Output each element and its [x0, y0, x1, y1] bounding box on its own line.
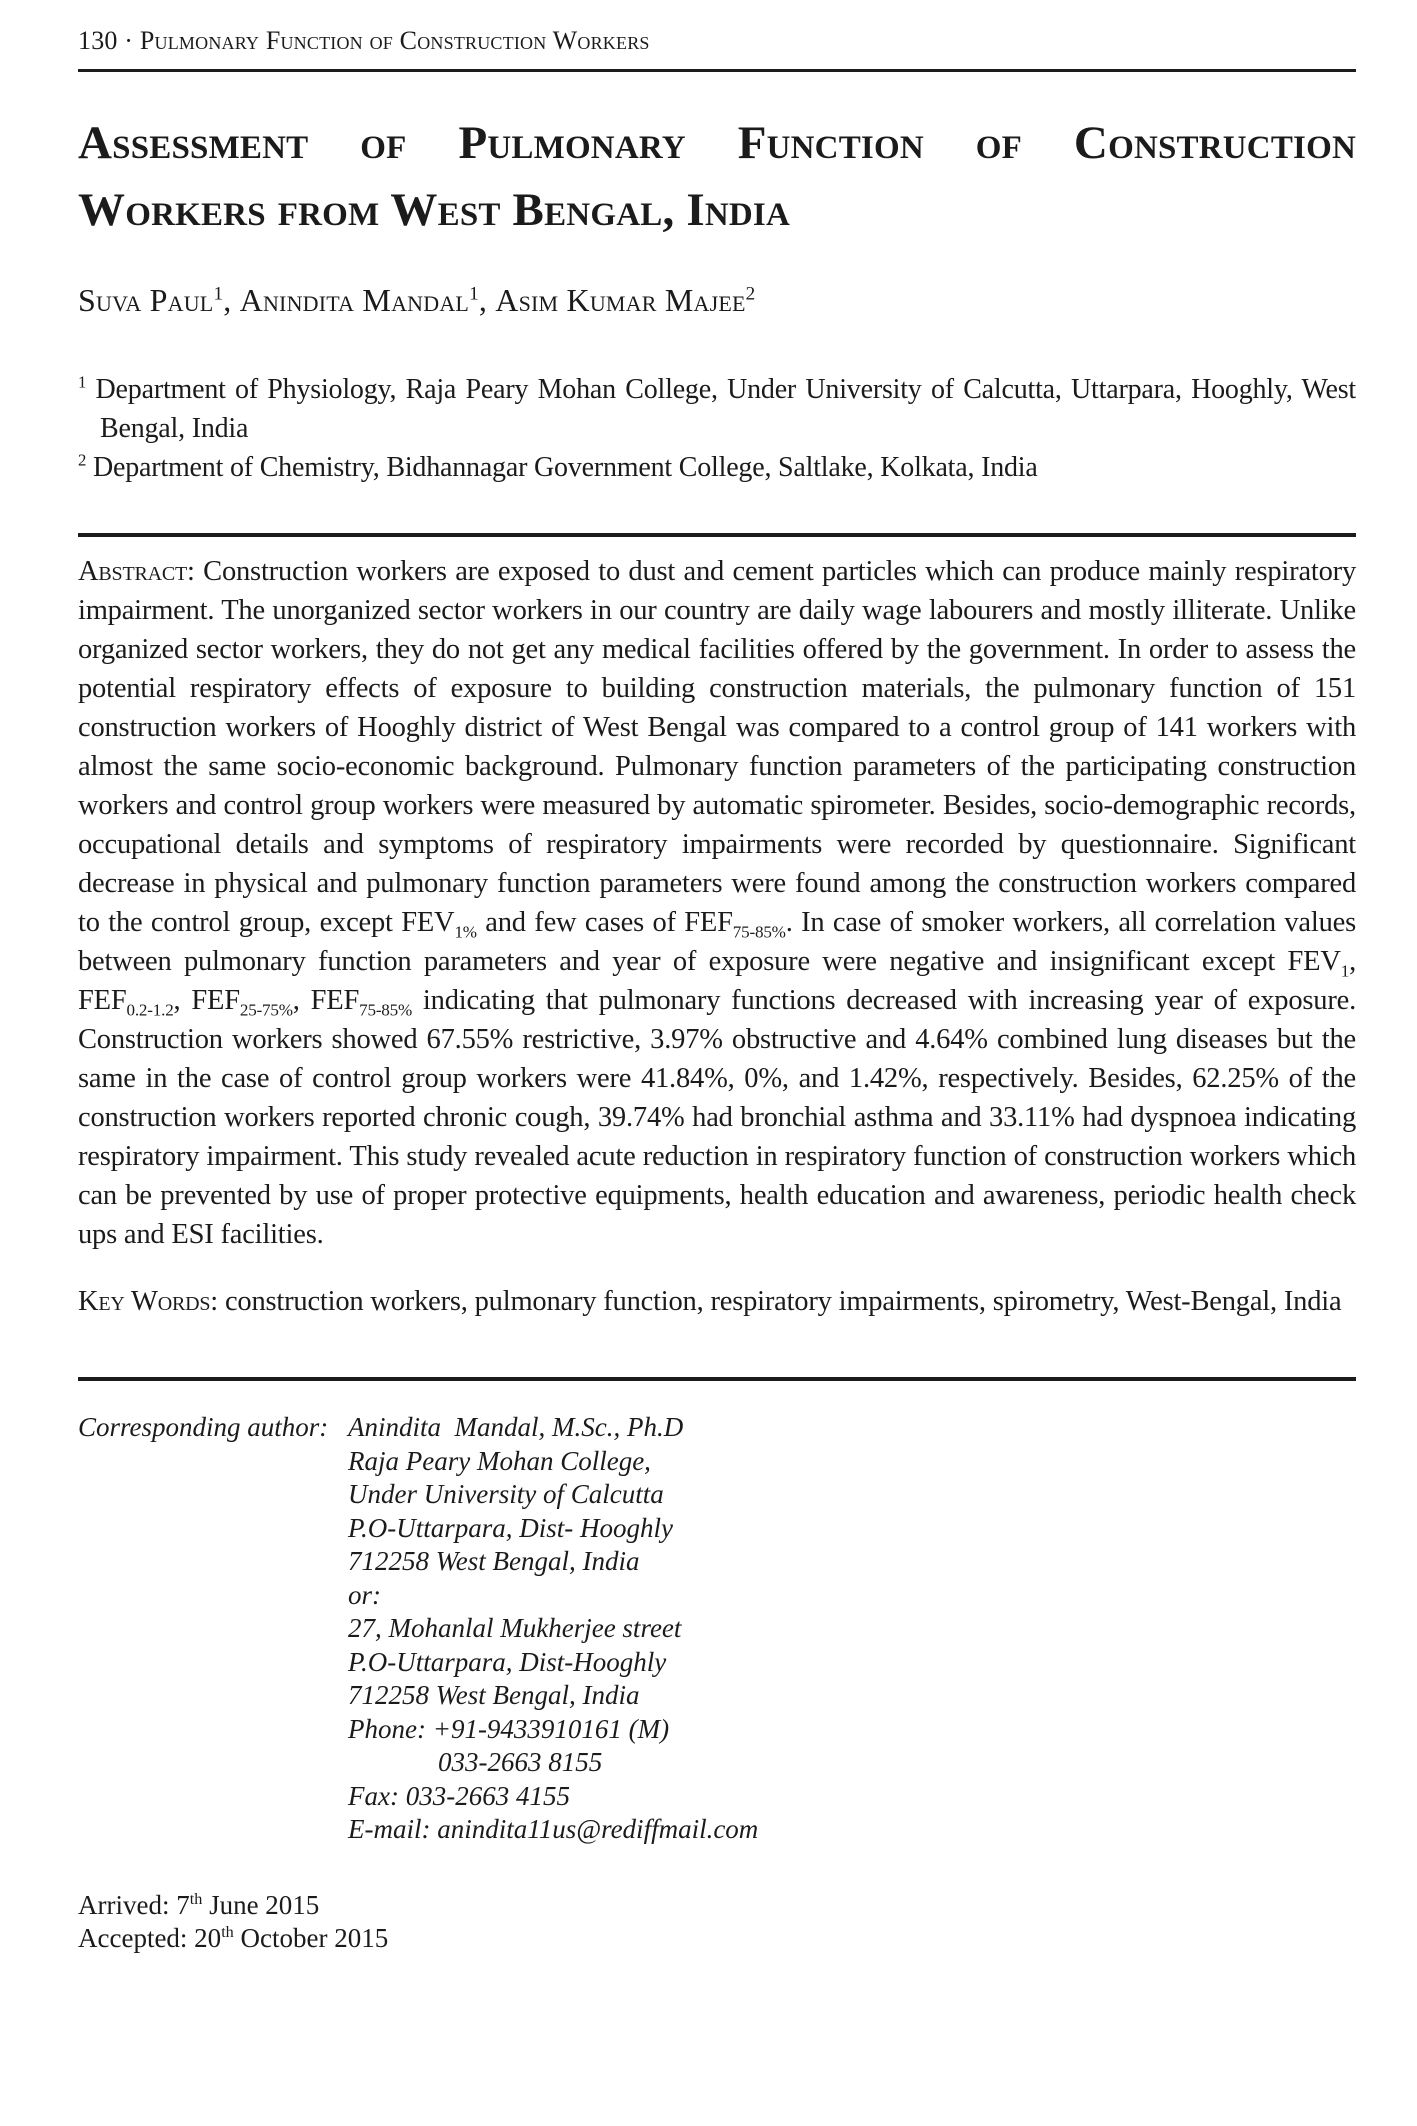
header-divider: [78, 69, 1356, 72]
smallcaps-text: Abstract:: [78, 556, 195, 587]
corresponding-line: P.O-Uttarpara, Dist-Hooghly: [348, 1646, 667, 1677]
text-run: . In case of smoker workers, all correlation values between pulmonary function parameters and year of exposure were negative and insignificant except FEV: [78, 907, 1356, 977]
subscript: 75-85%: [359, 1000, 413, 1020]
paper-title-line-2: Workers from West Bengal, India: [78, 184, 790, 236]
corresponding-author-block: [78, 1411, 1356, 1847]
text-run: Construction workers are exposed to dust and cement particles which can produce mainly respiratory impairment. The unorganized sector workers in our country are daily wage labourers and mostly illiterate. Unlike organized sector workers, they do not get any medical facilities offered by the government. In order to assess the potential respiratory effects of exposure to building construction materials, the pulmonary function of 151 construction workers of Hooghly district of West Bengal was compared to a control group of 141 workers with almost the same socio-economic background. Pulmonary function parameters of the participating construction workers and control group workers were measured by automatic spirometer. Besides, socio-demographic records, occupational details and symptoms of respiratory impairments were recorded by questionnaire. Significant decrease in physical and pulmonary function parameters were found among the construction workers compared to the control group, except FEV: [78, 556, 1356, 938]
text-run: construction workers, pulmonary function, respiratory impairments, spirometry, West-Bengal, India: [218, 1286, 1342, 1317]
text-run: ,: [478, 282, 496, 318]
text-run: Arrived: 7: [78, 1889, 190, 1920]
corresponding-line: Under University of Calcutta: [348, 1479, 664, 1509]
authors-line: [78, 280, 1356, 320]
affiliations-block: [78, 370, 1356, 487]
superscript: 1: [78, 372, 87, 392]
superscript: 1: [469, 283, 479, 305]
text-run: June 2015: [202, 1889, 320, 1920]
corresponding-line: Anindita Mandal, M.Sc., Ph.D: [348, 1412, 684, 1442]
subscript: 25-75%: [239, 1000, 293, 1020]
corresponding-line: 27, Mohanlal Mukherjee street: [348, 1613, 682, 1643]
corresponding-line: 033-2663 8155: [438, 1747, 603, 1777]
corresponding-line: 712258 West Bengal, India: [348, 1546, 640, 1576]
subscript: 75-85%: [732, 922, 786, 942]
superscript: 2: [78, 450, 87, 470]
text-run: and few cases of FEF: [476, 907, 733, 938]
affiliation-1: [78, 370, 1356, 448]
text-run: ,: [223, 282, 240, 318]
text-run: Accepted: 20: [78, 1923, 222, 1953]
keywords-paragraph: [78, 1282, 1356, 1321]
text-run: Department of Chemistry, Bidhannagar Government College, Saltlake, Kolkata, India: [86, 452, 1038, 483]
corresponding-line: or:: [348, 1579, 381, 1610]
corresponding-line: Phone: +91-9433910161 (M): [348, 1713, 670, 1744]
text-run: Department of Physiology, Raja Peary Mohan College, Under University of Calcutta, Uttarpara, Hooghly, West Bengal, India: [86, 374, 1356, 444]
corresponding-line: E-mail: anindita11us@rediffmail.com: [348, 1814, 759, 1844]
superscript: 2: [745, 283, 756, 305]
superscript: 1: [213, 283, 224, 305]
smallcaps-text: Anindita Mandal: [239, 282, 470, 318]
superscript: th: [189, 1889, 203, 1908]
smallcaps-text: Suva Paul: [78, 282, 214, 318]
abstract-top-divider: [78, 533, 1356, 537]
text-run: , FEF: [173, 985, 240, 1016]
subscript: 1: [1340, 961, 1350, 981]
corresponding-line: Raja Peary Mohan College,: [348, 1445, 651, 1476]
arrived-date: [78, 1889, 1356, 1923]
paper-title-line-1: Assessment of Pulmonary Function of Construction: [78, 117, 1356, 169]
corresponding-author-lines: [348, 1411, 1356, 1847]
corresponding-line: 712258 West Bengal, India: [348, 1680, 640, 1710]
text-run: , FEF: [292, 985, 360, 1016]
corresponding-author-label: Corresponding author:: [78, 1412, 329, 1442]
corresponding-line: Fax: 033-2663 4155: [348, 1780, 570, 1811]
subscript: 1%: [454, 922, 477, 942]
accepted-date: [78, 1922, 1356, 1956]
corresponding-line: P.O-Uttarpara, Dist- Hooghly: [348, 1512, 674, 1543]
text-run: , FEF: [78, 946, 1356, 1016]
text-run: indicating that pulmonary functions decreased with increasing year of exposure. Construction workers showed 67.55% restrictive, 3.97% obstructive and 4.64% combined lung diseases but the same in the case of control group workers were 41.84%, 0%, and 1.42%, respectively. Besides, 62.25% of the construction workers reported chronic cough, 39.74% had bronchial asthma and 33.11% had dyspnoea indicating respiratory impairment. This study revealed acute reduction in respiratory function of construction workers which can be prevented by use of proper protective equipments, health education and awareness, periodic health check ups and ESI facilities.: [78, 985, 1356, 1250]
text-run: October 2015: [233, 1923, 389, 1953]
abstract-paragraph: [78, 552, 1356, 1254]
smallcaps-text: Asim Kumar Majee: [495, 282, 746, 318]
dates-block: [78, 1889, 1356, 1956]
keywords-bottom-divider: [78, 1377, 1356, 1381]
affiliation-2: [78, 448, 1356, 487]
running-header: 130 · Pulmonary Function of Construction Workers: [78, 26, 650, 55]
smallcaps-text: Key Words:: [78, 1286, 219, 1317]
paper-title: [78, 110, 1356, 244]
superscript: th: [221, 1923, 234, 1941]
subscript: 0.2-1.2: [126, 1000, 174, 1020]
